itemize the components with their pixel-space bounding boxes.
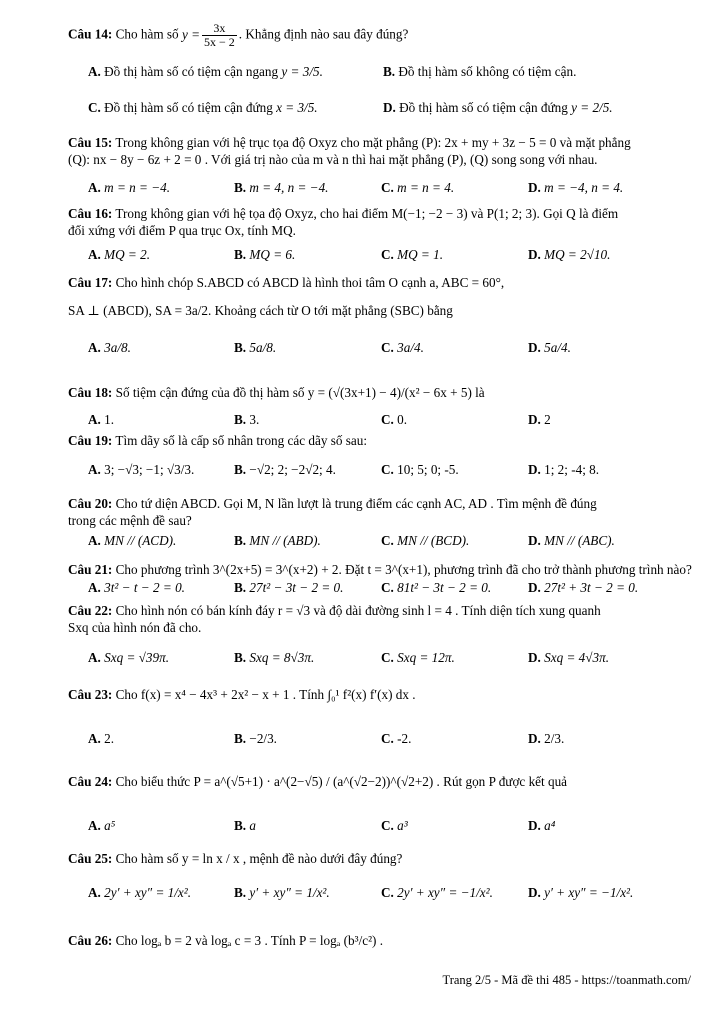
option-b[interactable]: B. y′ + xy″ = 1/x². bbox=[234, 885, 330, 900]
option-a[interactable]: A. 1. bbox=[88, 412, 115, 427]
question-15: Câu 15: Trong không gian với hệ trục tọa độ Oxyz cho mặt phẳng (P): 2x + my + 3z − 5 = 0 và mặt phẳng (Q): nx − 8y − 6z + 2 = 0 . Với giá trị nào của m và n thì hai mặt phẳng (P), (Q) song song với nhau. bbox=[68, 135, 631, 167]
option-d[interactable]: D. y′ + xy″ = −1/x². bbox=[528, 885, 634, 900]
question-24: Câu 24: Cho biểu thức P = a^(√5+1) · a^(2−√5) / (a^(√2−2))^(√2+2) . Rút gọn P được kết quả bbox=[68, 774, 568, 789]
option-c[interactable]: C. 0. bbox=[381, 412, 408, 427]
option-c[interactable]: C. 10; 5; 0; -5. bbox=[381, 462, 459, 477]
option-a[interactable]: A. 2. bbox=[88, 731, 115, 746]
option-a[interactable]: A. MN // (ACD). bbox=[88, 533, 177, 548]
page-footer: Trang 2/5 - Mã đề thi 485 - https://toanmath.com/ bbox=[442, 973, 691, 987]
option-c[interactable]: C. Đồ thị hàm số có tiệm cận đứng x = 3/5. bbox=[88, 100, 318, 115]
option-d[interactable]: D. 27t² + 3t − 2 = 0. bbox=[528, 580, 639, 595]
option-c[interactable]: C. m = n = 4. bbox=[381, 180, 455, 195]
question-16-options bbox=[88, 247, 693, 267]
option-a[interactable]: A. 3a/8. bbox=[88, 340, 131, 355]
question-22: Câu 22: Cho hình nón có bán kính đáy r = √3 và độ dài đường sinh l = 4 . Tính diện tích xung quanh Sxq của hình nón đã cho. bbox=[68, 603, 601, 635]
option-d[interactable]: D. 5a/4. bbox=[528, 340, 571, 355]
option-c[interactable]: C. Sxq = 12π. bbox=[381, 650, 455, 665]
question-19-options bbox=[88, 462, 693, 482]
option-b[interactable]: B. MN // (ABD). bbox=[234, 533, 321, 548]
option-b[interactable]: B. 5a/8. bbox=[234, 340, 277, 355]
option-d[interactable]: D. 2/3. bbox=[528, 731, 565, 746]
question-14: Câu 14: Cho hàm số y = $\frac{3x}{5x - 2}$ . Khẳng định nào sau đây đúng? bbox=[68, 21, 409, 49]
option-d[interactable]: D. MN // (ABC). bbox=[528, 533, 615, 548]
question-label: Câu 14: bbox=[68, 26, 113, 42]
question-14-options-2 bbox=[88, 100, 693, 120]
question-22-options bbox=[88, 650, 693, 670]
question-17: Câu 17: Cho hình chóp S.ABCD có ABCD là hình thoi tâm O cạnh a, ABC = 60°, bbox=[68, 275, 505, 290]
option-d[interactable]: D. 1; 2; -4; 8. bbox=[528, 462, 600, 477]
function-formula: y = $\frac{3x}{5x - 2}$ bbox=[181, 21, 235, 49]
option-c[interactable]: C. MN // (BCD). bbox=[381, 533, 470, 548]
option-b[interactable]: B. −2/3. bbox=[234, 731, 277, 746]
option-a[interactable]: A. Đồ thị hàm số có tiệm cận ngang y = 3/5. bbox=[88, 64, 323, 79]
option-b[interactable]: B. m = 4, n = −4. bbox=[234, 180, 329, 195]
option-b[interactable]: B. Đồ thị hàm số không có tiệm cận. bbox=[383, 64, 577, 79]
option-a[interactable]: A. Sxq = √39π. bbox=[88, 650, 169, 665]
option-c[interactable]: C. -2. bbox=[381, 731, 412, 746]
option-c[interactable]: C. MQ = 1. bbox=[381, 247, 444, 262]
option-a[interactable]: A. 3t² − t − 2 = 0. bbox=[88, 580, 185, 595]
option-b[interactable]: B. −√2; 2; −2√2; 4. bbox=[234, 462, 336, 477]
option-b[interactable]: B. a bbox=[234, 818, 256, 833]
question-24-options bbox=[88, 818, 693, 838]
option-b[interactable]: B. 3. bbox=[234, 412, 260, 427]
option-a[interactable]: A. 2y′ + xy″ = 1/x². bbox=[88, 885, 192, 900]
question-25: Câu 25: Cho hàm số y = ln x / x , mệnh đề nào dưới đây đúng? bbox=[68, 851, 403, 866]
option-b[interactable]: B. Sxq = 8√3π. bbox=[234, 650, 315, 665]
question-18: Câu 18: Số tiệm cận đứng của đồ thị hàm số y = (√(3x+1) − 4)/(x² − 6x + 5) là bbox=[68, 385, 485, 400]
question-18-options bbox=[88, 412, 693, 432]
option-c[interactable]: C. 3a/4. bbox=[381, 340, 424, 355]
question-25-options bbox=[88, 885, 693, 905]
question-20-options bbox=[88, 533, 693, 553]
option-d[interactable]: D. a⁴ bbox=[528, 818, 556, 833]
option-d[interactable]: D. MQ = 2√10. bbox=[528, 247, 611, 262]
option-c[interactable]: C. a³ bbox=[381, 818, 408, 833]
question-26: Câu 26: Cho logₐ b = 2 và logₐ c = 3 . Tính P = logₐ (b³/c²) . bbox=[68, 933, 384, 948]
option-a[interactable]: A. MQ = 2. bbox=[88, 247, 151, 262]
question-21: Câu 21: Cho phương trình 3^(2x+5) = 3^(x+2) + 2. Đặt t = 3^(x+1), phương trình đã cho trở thành phương trình nào? bbox=[68, 562, 692, 577]
question-23: Câu 23: Cho f(x) = x⁴ − 4x³ + 2x² − x + 1 . Tính ∫₀¹ f²(x) f′(x) dx . bbox=[68, 687, 416, 702]
option-a[interactable]: A. m = n = −4. bbox=[88, 180, 171, 195]
question-21-options bbox=[88, 580, 693, 600]
option-d[interactable]: D. Sxq = 4√3π. bbox=[528, 650, 609, 665]
option-a[interactable]: A. 3; −√3; −1; √3/3. bbox=[88, 462, 195, 477]
question-17-options bbox=[88, 340, 693, 360]
question-23-options bbox=[88, 731, 693, 751]
option-b[interactable]: B. MQ = 6. bbox=[234, 247, 296, 262]
option-d[interactable]: D. m = −4, n = 4. bbox=[528, 180, 624, 195]
option-b[interactable]: B. 27t² − 3t − 2 = 0. bbox=[234, 580, 344, 595]
question-19: Câu 19: Tìm dãy số là cấp số nhân trong các dãy số sau: bbox=[68, 433, 367, 448]
option-c[interactable]: C. 81t² − 3t − 2 = 0. bbox=[381, 580, 492, 595]
option-a[interactable]: A. a⁵ bbox=[88, 818, 116, 833]
question-17-line2: SA ⊥ (ABCD), SA = 3a/2. Khoảng cách từ O tới mặt phẳng (SBC) bằng bbox=[68, 303, 453, 318]
question-20: Câu 20: Cho tứ diện ABCD. Gọi M, N lần lượt là trung điểm các cạnh AC, AD . Tìm mệnh đề đúng trong các mệnh đề sau? bbox=[68, 496, 597, 528]
question-16: Câu 16: Trong không gian với hệ tọa độ Oxyz, cho hai điểm M(−1; −2 − 3) và P(1; 2; 3). Gọi Q là điểm đối xứng với điểm P qua trục Ox, tính MQ. bbox=[68, 206, 619, 238]
option-c[interactable]: C. 2y′ + xy″ = −1/x². bbox=[381, 885, 493, 900]
option-d[interactable]: D. Đồ thị hàm số có tiệm cận đứng y = 2/5. bbox=[383, 100, 613, 115]
question-14-options bbox=[88, 64, 693, 84]
question-15-options bbox=[88, 180, 693, 200]
option-d[interactable]: D. 2 bbox=[528, 412, 551, 427]
